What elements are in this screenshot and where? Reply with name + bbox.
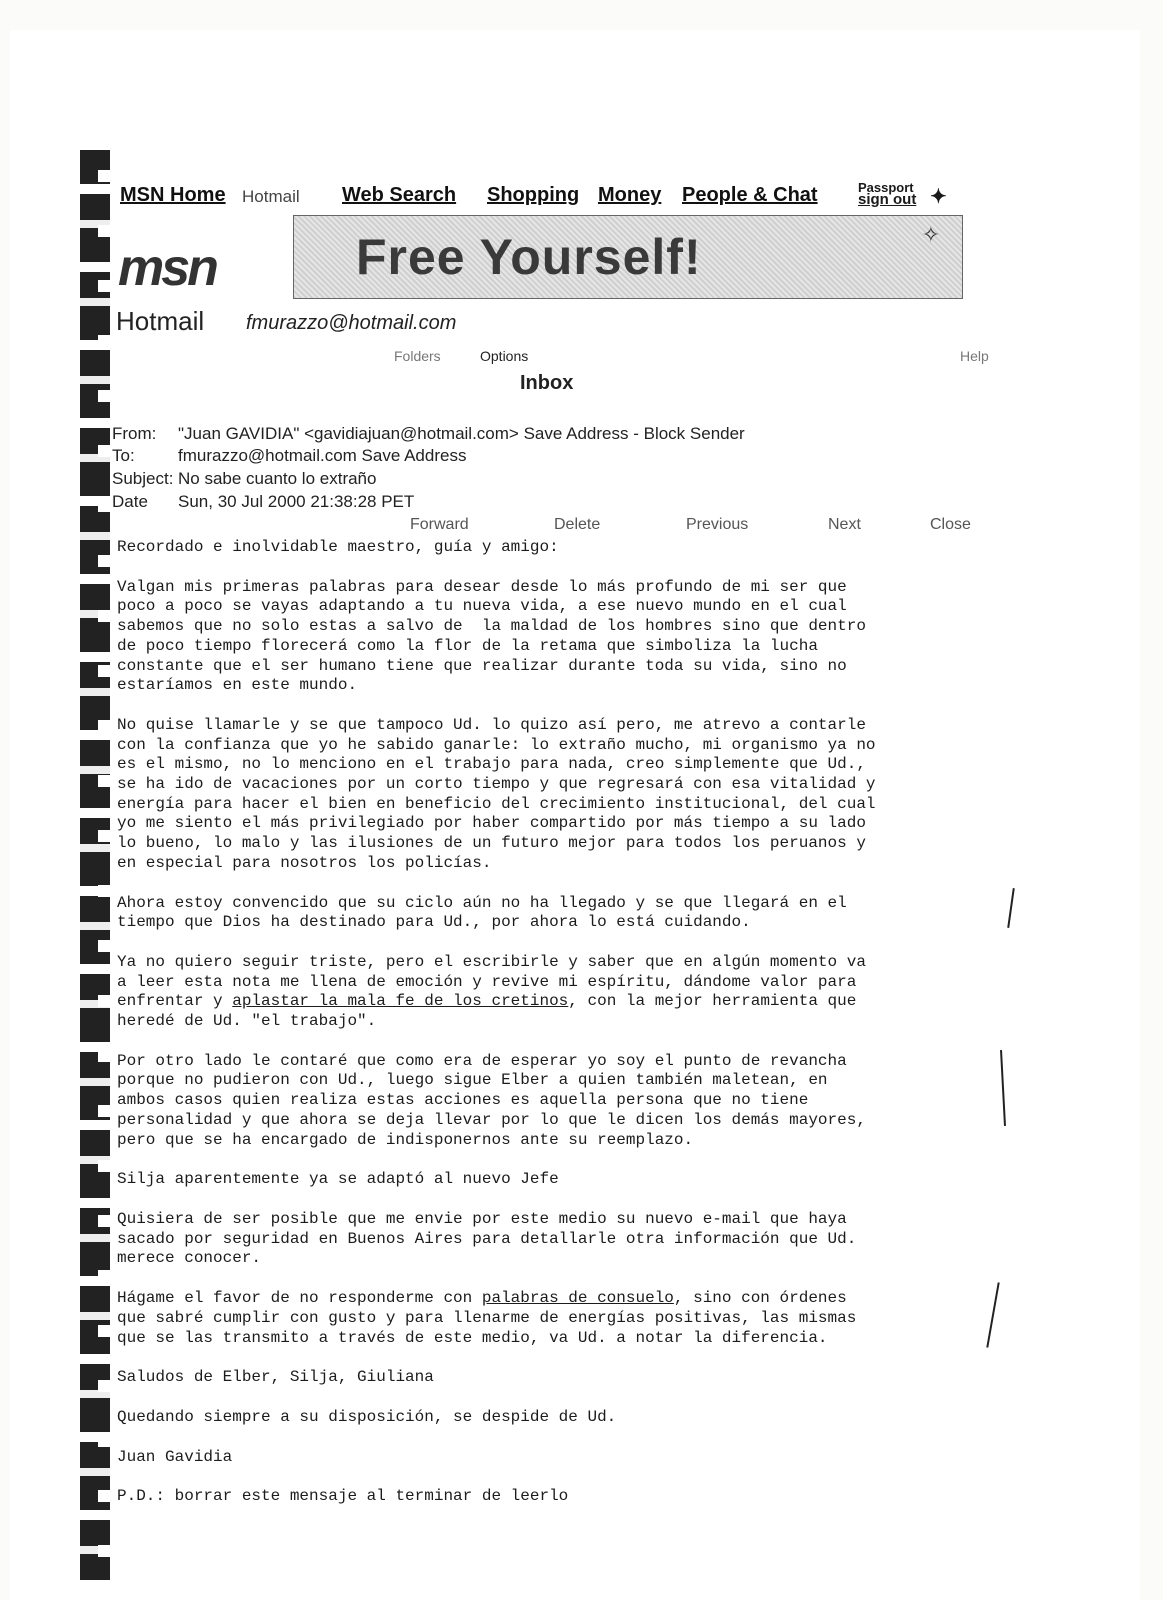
body-line: merece conocer. bbox=[117, 1249, 262, 1268]
to-save-address-link[interactable]: Save Address bbox=[361, 446, 467, 465]
body-text: , con la mejor herramienta que bbox=[568, 992, 857, 1011]
body-line: heredé de Ud. "el trabajo". bbox=[117, 1012, 377, 1031]
mail-toolbar bbox=[118, 348, 998, 368]
subject-label: Subject: bbox=[112, 469, 174, 488]
nav-money[interactable]: Money bbox=[598, 184, 662, 206]
header-to bbox=[112, 446, 467, 466]
body-text: Hágame el favor de no responderme con bbox=[117, 1289, 482, 1308]
passport-key-icon: ✦ bbox=[930, 186, 947, 208]
ad-banner-text: Free Yourself! bbox=[356, 229, 702, 285]
from-value: "Juan GAVIDIA" <gavidiajuan@hotmail.com> bbox=[178, 424, 519, 443]
date-value: Sun, 30 Jul 2000 21:38:28 PET bbox=[178, 492, 415, 511]
ad-banner[interactable] bbox=[293, 215, 963, 299]
body-line: sabemos que no solo estas a salvo de la maldad de los hombres sino que dentro bbox=[117, 617, 866, 636]
body-line: Por otro lado le contaré que como era de esperar yo soy el punto de revancha bbox=[117, 1051, 847, 1070]
body-text: , sino con órdenes bbox=[673, 1289, 847, 1308]
header-from bbox=[112, 424, 745, 444]
body-line: a leer esta nota me llena de emoción y revive mi espíritu, dándome valor para bbox=[117, 972, 857, 991]
next-button[interactable]: Next bbox=[828, 516, 861, 533]
body-line: se ha ido de vacaciones por un corto tiempo y que regresará con esa vitalidad y bbox=[117, 775, 876, 794]
postscript: P.D.: borrar este mensaje al terminar de leerlo bbox=[117, 1487, 569, 1506]
nav-msn-home[interactable]: MSN Home bbox=[120, 184, 226, 206]
body-line: ambos casos quien realiza estas acciones es aquella persona que no tiene bbox=[117, 1091, 809, 1110]
body-text: enfrentar y bbox=[117, 992, 233, 1011]
body-line: de poco tiempo florecerá como la flor de la retama que simboliza la lucha bbox=[117, 636, 818, 655]
body-line: constante que el ser humano tiene que realizar durante toda su vida, sino no bbox=[117, 656, 847, 675]
header-date bbox=[112, 492, 415, 512]
body-line: tiempo que Dios ha destinado para Ud., por ahora lo está cuidando. bbox=[117, 913, 751, 932]
body-line: Ya no quiero seguir triste, pero el escribirle y saber que en algún momento va bbox=[117, 952, 866, 971]
body-line: lo bueno, lo malo y las ilusiones de un futuro mejor para todos los peruanos y bbox=[117, 834, 866, 853]
to-value: fmurazzo@hotmail.com bbox=[178, 446, 357, 465]
body-line: que sabré cumplir con gusto y para llenarme de energías positivas, las mismas bbox=[117, 1308, 857, 1327]
signature: Juan Gavidia bbox=[117, 1447, 233, 1466]
body-line: Valgan mis primeras palabras para desear desde lo más profundo de mi ser que bbox=[117, 577, 847, 596]
to-value-group bbox=[178, 446, 466, 466]
top-navigation bbox=[120, 180, 960, 214]
toolbar-options[interactable]: Options bbox=[480, 348, 529, 364]
message-actions bbox=[112, 516, 992, 536]
body-line: Saludos de Elber, Silja, Giuliana bbox=[117, 1368, 434, 1387]
save-address-link[interactable]: Save Address bbox=[523, 424, 629, 443]
body-line: con la confianza que yo he sabido ganarle: lo extraño mucho, mi organismo ya no bbox=[117, 735, 876, 754]
toolbar-folders[interactable]: Folders bbox=[394, 348, 441, 364]
msn-logo: msn bbox=[118, 239, 216, 297]
nav-hotmail[interactable]: Hotmail bbox=[242, 187, 300, 206]
forward-button[interactable]: Forward bbox=[410, 516, 469, 533]
body-line: en especial para nosotros los policías. bbox=[117, 853, 492, 872]
body-line: sacado por seguridad en Buenos Aires para detallarle otra información que Ud. bbox=[117, 1229, 857, 1248]
butterfly-icon: ✧ bbox=[921, 222, 940, 247]
from-label: From: bbox=[112, 424, 157, 443]
toolbar-help[interactable]: Help bbox=[960, 348, 989, 364]
body-line: energía para hacer el bien en beneficio del crecimiento institucional, del cual bbox=[117, 794, 876, 813]
handwritten-underline-text: aplastar la mala fe de los cretinos bbox=[232, 992, 569, 1011]
folder-title: Inbox bbox=[520, 372, 574, 394]
hotmail-logo: Hotmail bbox=[116, 306, 205, 336]
body-line: porque no pudieron con Ud., luego sigue Elber a quien también maletean, en bbox=[117, 1071, 828, 1090]
sign-out-link[interactable]: sign out bbox=[858, 191, 917, 208]
body-line: Quedando siempre a su disposición, se despide de Ud. bbox=[117, 1407, 617, 1426]
body-greeting: Recordado e inolvidable maestro, guía y amigo: bbox=[117, 538, 559, 556]
date-label: Date bbox=[112, 492, 148, 511]
previous-button[interactable]: Previous bbox=[686, 516, 749, 533]
body-line-underlined bbox=[117, 1289, 1017, 1309]
body-line: yo me siento el más privilegiado por haber compartido por más tiempo a su lado bbox=[117, 814, 866, 833]
body-line-underlined bbox=[117, 992, 1017, 1012]
body-line: estaríamos en este mundo. bbox=[117, 676, 358, 695]
body-line: Quisiera de ser posible que me envie por este medio su nuevo e-mail que haya bbox=[117, 1209, 847, 1228]
delete-button[interactable]: Delete bbox=[554, 516, 601, 533]
nav-people-chat[interactable]: People & Chat bbox=[682, 184, 818, 206]
body-line: No quise llamarle y se que tampoco Ud. lo quizo así pero, me atrevo a contarle bbox=[117, 715, 866, 734]
header-subject bbox=[112, 469, 377, 489]
body-line: que se las transmito a través de este medio, va Ud. a notar la diferencia. bbox=[117, 1328, 828, 1347]
nav-shopping[interactable]: Shopping bbox=[487, 184, 580, 206]
message-body bbox=[117, 538, 1017, 1507]
body-line: poco a poco se vayas adaptando a tu nueva vida, a ese nuevo mundo en el cual bbox=[117, 597, 847, 616]
body-line: Silja aparentemente ya se adaptó al nuevo Jefe bbox=[117, 1170, 559, 1189]
separator: - bbox=[628, 424, 644, 443]
nav-web-search[interactable]: Web Search bbox=[342, 184, 457, 206]
handwritten-underline-text: palabras de consuelo bbox=[481, 1289, 674, 1308]
body-line: es el mismo, no lo menciono en el trabajo para nada, creo simplemente que Ud., bbox=[117, 755, 866, 774]
passport-block bbox=[858, 182, 916, 206]
to-label: To: bbox=[112, 446, 135, 465]
scan-edge-artifact bbox=[80, 150, 110, 1580]
passport-label: Passport bbox=[858, 180, 914, 195]
close-button[interactable]: Close bbox=[930, 516, 971, 533]
from-value-group bbox=[178, 424, 745, 444]
block-sender-link[interactable]: Block Sender bbox=[643, 424, 745, 443]
subject-value: No sabe cuanto lo extraño bbox=[178, 469, 377, 488]
body-line: pero que se ha encargado de indisponernos ante su reemplazo. bbox=[117, 1130, 694, 1149]
account-email: fmurazzo@hotmail.com bbox=[246, 312, 457, 334]
body-line: Ahora estoy convencido que su ciclo aún no ha llegado y se que llegará en el bbox=[117, 893, 847, 912]
body-line: personalidad y que ahora se deja llevar por lo que le dicen los demás mayores, bbox=[117, 1110, 866, 1129]
